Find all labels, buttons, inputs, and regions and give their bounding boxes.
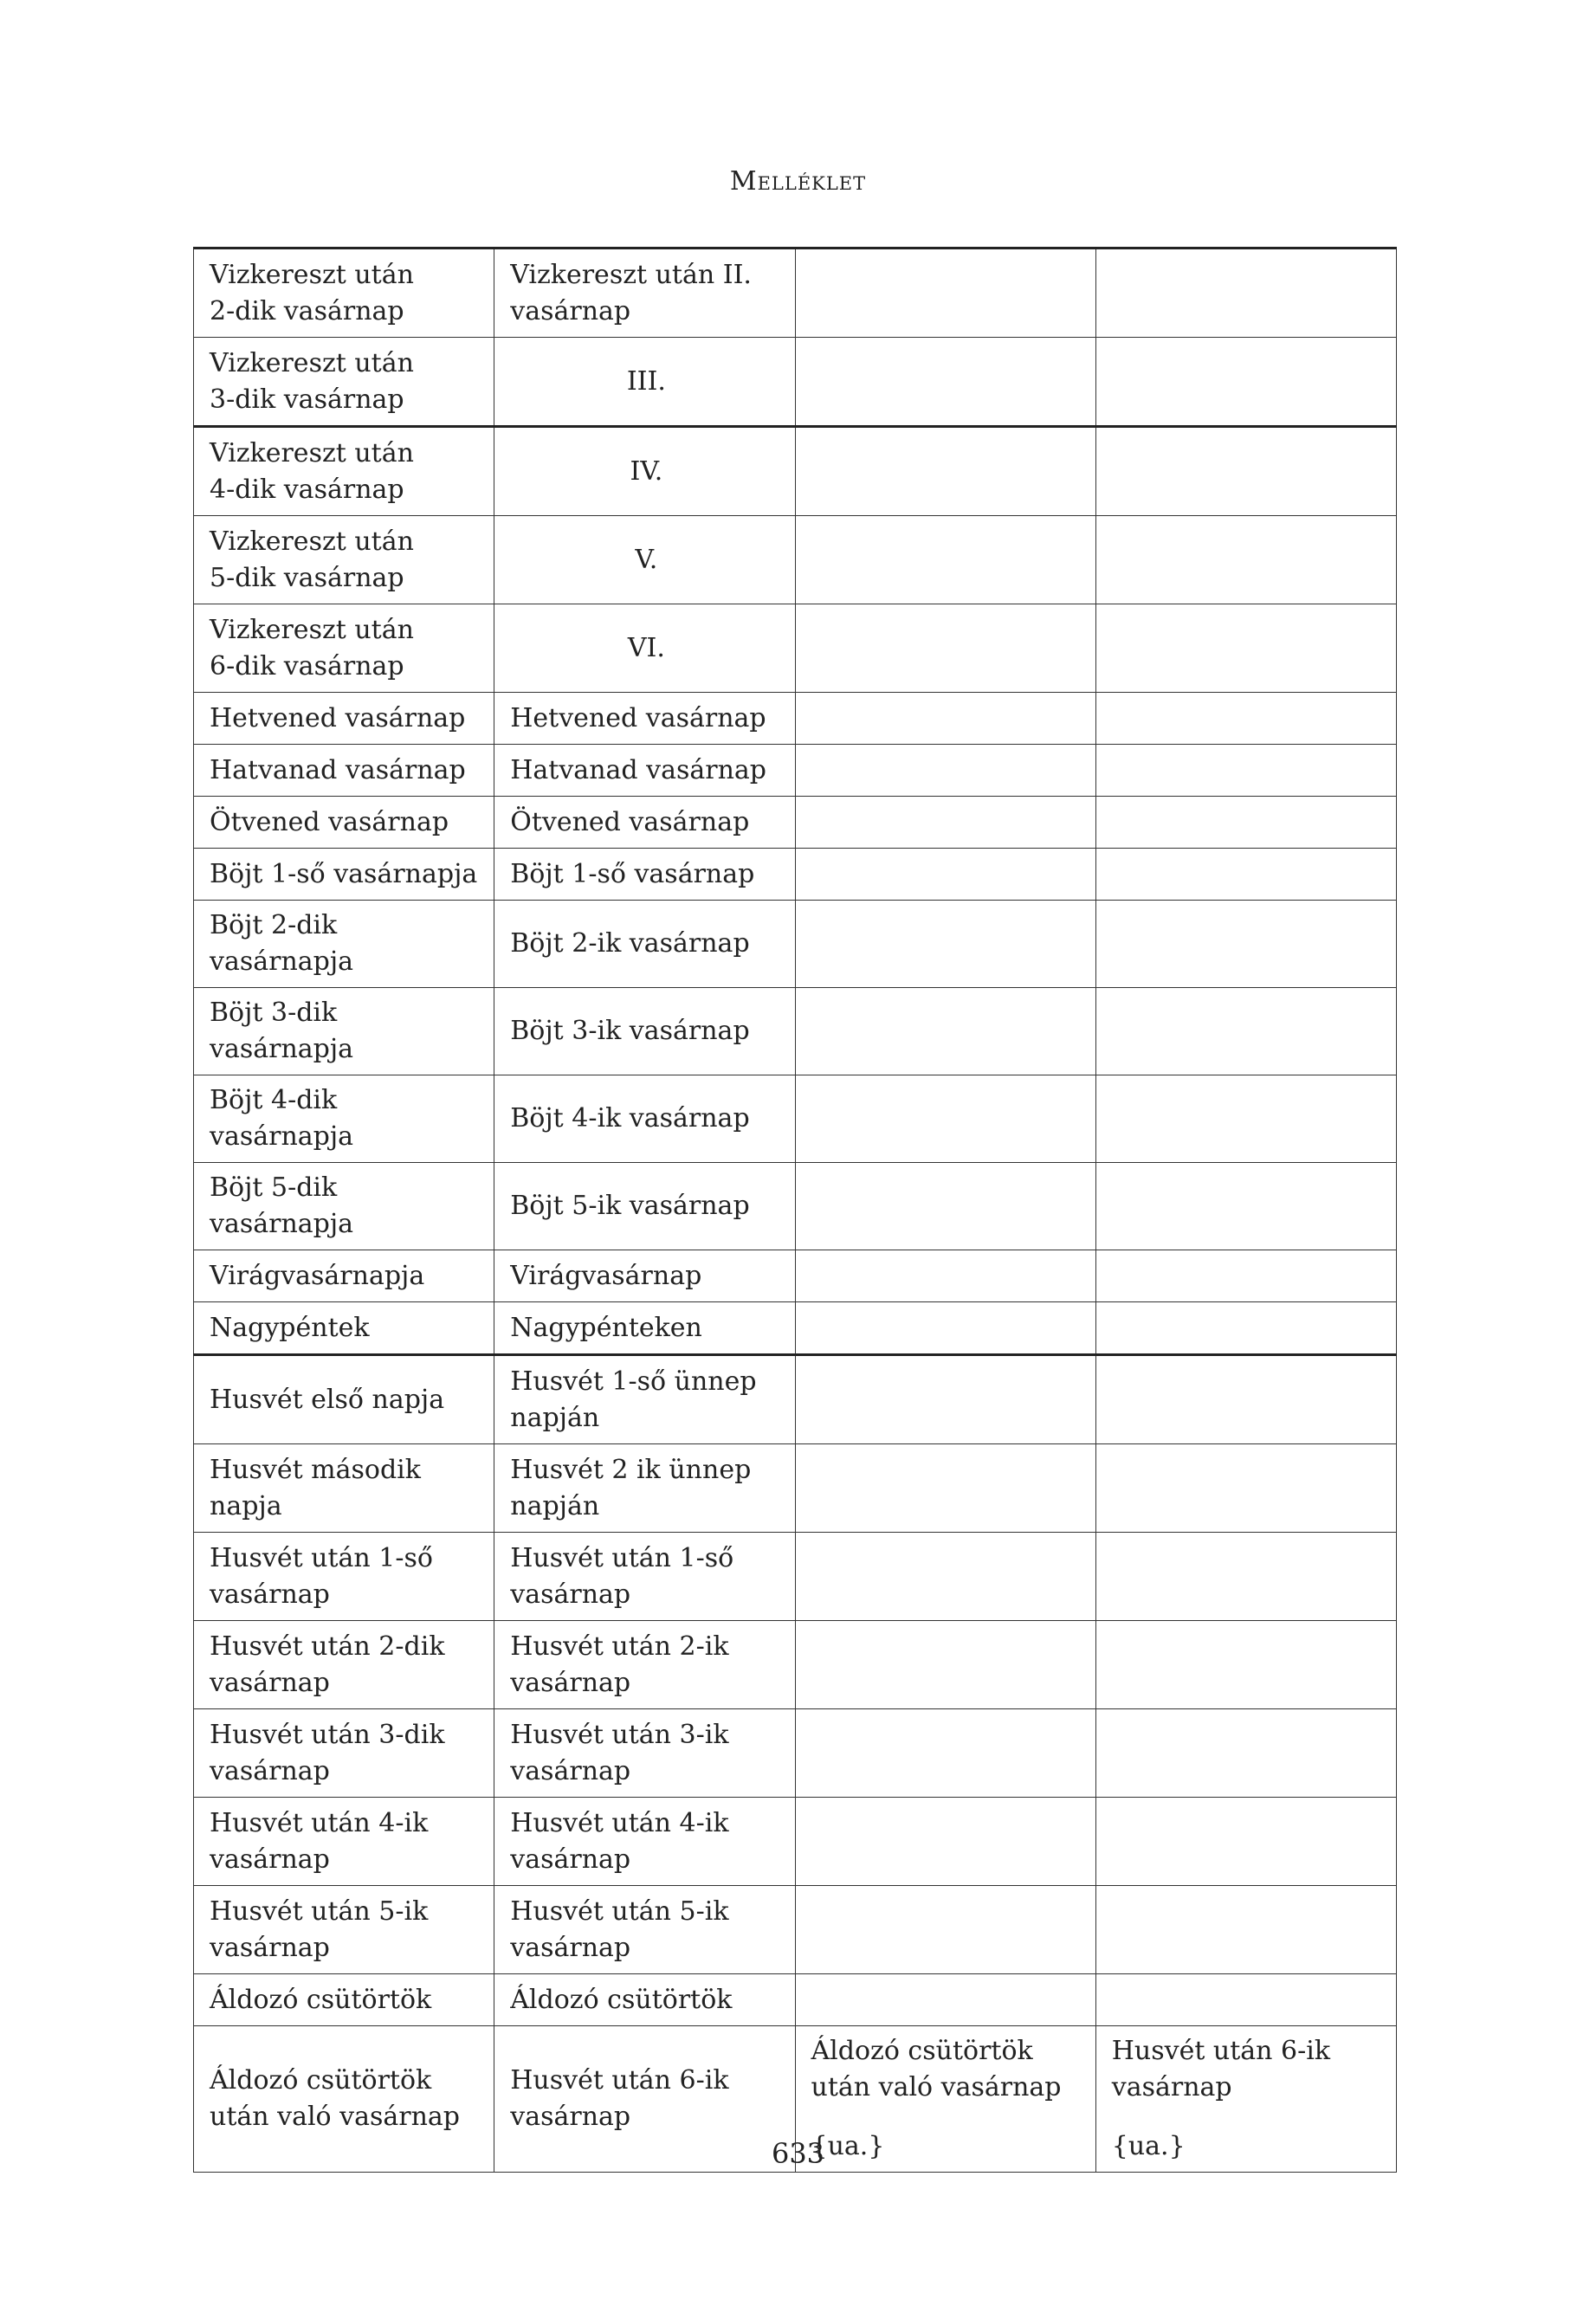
table-cell — [494, 516, 795, 604]
cell-note: {ua.} — [811, 2131, 885, 2161]
running-head: Melléklet — [729, 166, 867, 197]
cell-text: Husvét után 2-dik vasárnap — [210, 1631, 445, 1698]
table-cell — [1095, 1355, 1396, 1444]
table-cell — [194, 693, 494, 745]
table-row — [194, 249, 1397, 338]
cell-text: Hatvanad vasárnap — [210, 754, 466, 785]
table-cell — [194, 745, 494, 797]
table-cell — [494, 1974, 795, 2026]
table-row — [194, 1886, 1397, 1974]
table-cell — [194, 1621, 494, 1709]
table-cell — [1095, 797, 1396, 849]
table-cell — [494, 1444, 795, 1533]
table-cell — [494, 1250, 795, 1302]
table-cell — [1095, 1798, 1396, 1886]
cell-text: Böjt 1-ső vasárnap — [510, 858, 755, 889]
table-cell — [1095, 1250, 1396, 1302]
table-row — [194, 1709, 1397, 1798]
table-row — [194, 1250, 1397, 1302]
cell-text: Böjt 2-dik vasárnapja — [210, 910, 354, 977]
table-row — [194, 1444, 1397, 1533]
table-cell — [1095, 516, 1396, 604]
table-row — [194, 745, 1397, 797]
table-cell — [194, 1709, 494, 1798]
cell-text: Husvét után 4-ik vasárnap — [210, 1807, 429, 1875]
cell-text: Nagypénteken — [510, 1312, 702, 1343]
table-cell — [194, 1444, 494, 1533]
table-cell — [1095, 1709, 1396, 1798]
cell-text: Virágvasárnapja — [210, 1260, 425, 1291]
table-cell — [494, 1798, 795, 1886]
table-cell — [194, 338, 494, 427]
table-cell — [194, 604, 494, 693]
table-cell — [795, 1886, 1095, 1974]
table-cell — [494, 1621, 795, 1709]
cell-text: III. — [626, 365, 666, 397]
cell-text: Husvét után 3-ik vasárnap — [510, 1719, 729, 1786]
table-cell — [194, 849, 494, 901]
table-cell — [194, 1075, 494, 1163]
table-cell — [1095, 249, 1396, 338]
cell-text: Hetvened vasárnap — [510, 702, 766, 733]
table-cell — [494, 1533, 795, 1621]
table-cell — [795, 988, 1095, 1075]
cell-text: Böjt 3-ik vasárnap — [510, 1016, 750, 1046]
table-cell — [194, 516, 494, 604]
table-cell — [1095, 988, 1396, 1075]
table-cell — [1095, 604, 1396, 693]
table-cell — [795, 1709, 1095, 1798]
table-cell — [494, 901, 795, 988]
table-row — [194, 516, 1397, 604]
cell-text: Vizkereszt után II. vasárnap — [510, 259, 752, 326]
cell-text: Vizkereszt után 6-dik vasárnap — [210, 614, 414, 681]
table-cell — [795, 427, 1095, 516]
table-cell — [494, 1886, 795, 1974]
table-cell — [494, 604, 795, 693]
cell-text: Böjt 3-dik vasárnapja — [210, 998, 354, 1064]
table-cell — [494, 988, 795, 1075]
cell-text: Virágvasárnap — [510, 1260, 702, 1291]
cell-text: Áldozó csütörtök — [510, 1984, 733, 2015]
table-cell — [194, 1355, 494, 1444]
table-cell — [795, 1798, 1095, 1886]
table-cell — [194, 1163, 494, 1250]
cell-text: Husvét után 5-ik vasárnap — [510, 1895, 729, 1963]
cell-text: Böjt 5-dik vasárnapja — [210, 1172, 354, 1239]
page-number: 633 — [771, 2137, 825, 2170]
table-cell — [795, 745, 1095, 797]
cell-text: Áldozó csütörtök után való vasárnap — [210, 2065, 461, 2132]
table-cell — [795, 604, 1095, 693]
cell-text: Böjt 4-ik vasárnap — [510, 1103, 750, 1133]
cell-text: Vizkereszt után 4-dik vasárnap — [210, 437, 414, 505]
table-row — [194, 1075, 1397, 1163]
cell-note: {ua.} — [1111, 2131, 1186, 2161]
cell-text: Vizkereszt után 2-dik vasárnap — [210, 259, 414, 326]
table-row — [194, 1621, 1397, 1709]
table-cell — [795, 516, 1095, 604]
cell-text: Böjt 1-ső vasárnapja — [210, 858, 478, 889]
cell-text: Husvét 2 ik ünnep napján — [510, 1454, 752, 1521]
table-cell — [194, 1886, 494, 1974]
cell-text: Husvét után 5-ik vasárnap — [210, 1895, 429, 1963]
table-row — [194, 1302, 1397, 1355]
table-row — [194, 1163, 1397, 1250]
table-cell — [795, 1621, 1095, 1709]
table-cell — [795, 1355, 1095, 1444]
cell-text: Nagypéntek — [210, 1312, 370, 1343]
table-row — [194, 1355, 1397, 1444]
table-row — [194, 338, 1397, 427]
table-cell — [1095, 693, 1396, 745]
cell-text: Böjt 2-ik vasárnap — [510, 928, 750, 959]
table-cell — [194, 427, 494, 516]
cell-text: Husvét második napja — [210, 1454, 421, 1521]
table-cell — [494, 338, 795, 427]
table-cell — [795, 797, 1095, 849]
table-cell — [795, 1302, 1095, 1355]
cell-text: Hatvanad vasárnap — [510, 754, 767, 785]
table-cell — [194, 249, 494, 338]
table-cell — [795, 901, 1095, 988]
table-row — [194, 988, 1397, 1075]
cell-text: Husvét után 3-dik vasárnap — [210, 1719, 445, 1786]
table-row — [194, 1798, 1397, 1886]
table-cell — [795, 249, 1095, 338]
table-cell — [1095, 1302, 1396, 1355]
cell-text: Hetvened vasárnap — [210, 702, 466, 733]
table-cell — [494, 249, 795, 338]
table-cell — [194, 1798, 494, 1886]
cell-text: VI. — [627, 632, 665, 663]
table-row — [194, 797, 1397, 849]
table-row — [194, 693, 1397, 745]
table-cell — [1095, 338, 1396, 427]
table-row — [194, 901, 1397, 988]
cell-text: Husvét után 4-ik vasárnap — [510, 1807, 729, 1875]
table-row — [194, 1533, 1397, 1621]
cell-text: Husvét 1-ső ünnep napján — [510, 1366, 757, 1433]
cell-text: Husvét után 2-ik vasárnap — [510, 1631, 729, 1698]
table-cell — [1095, 745, 1396, 797]
cell-text: Vizkereszt után 5-dik vasárnap — [210, 526, 414, 593]
cell-text: Áldozó csütörtök után való vasárnap — [811, 2036, 1062, 2102]
table-cell — [494, 1709, 795, 1798]
table-cell — [494, 1302, 795, 1355]
table-cell — [1095, 1075, 1396, 1163]
table-cell — [194, 1974, 494, 2026]
table-cell — [1095, 1533, 1396, 1621]
table-row — [194, 1974, 1397, 2026]
cell-text: Husvét után 1-ső vasárnap — [510, 1542, 734, 1610]
table-cell — [194, 1533, 494, 1621]
table-cell — [795, 1444, 1095, 1533]
table-cell — [494, 1355, 795, 1444]
table-cell — [1095, 1444, 1396, 1533]
table-cell — [494, 427, 795, 516]
table-cell — [795, 338, 1095, 427]
cell-text: IV. — [630, 455, 663, 487]
table-cell — [1095, 1886, 1396, 1974]
cell-text: Husvét után 6-ik vasárnap — [510, 2065, 729, 2132]
cell-text: Husvét első napja — [210, 1384, 445, 1415]
cell-text: Husvét után 6-ik vasárnap — [1111, 2036, 1331, 2102]
table-cell — [194, 988, 494, 1075]
table-cell — [194, 901, 494, 988]
table-cell — [494, 849, 795, 901]
table-row — [194, 427, 1397, 516]
table-row — [194, 604, 1397, 693]
table-cell — [1095, 849, 1396, 901]
table-cell — [1095, 901, 1396, 988]
cell-text: Ötvened vasárnap — [510, 806, 750, 837]
table-cell — [795, 849, 1095, 901]
table-cell — [795, 1974, 1095, 2026]
table-cell — [1095, 1974, 1396, 2026]
cell-text: Áldozó csütörtök — [210, 1984, 432, 2015]
table-cell — [494, 693, 795, 745]
cell-text: Husvét után 1-ső vasárnap — [210, 1542, 433, 1610]
table-cell — [795, 1163, 1095, 1250]
liturgical-calendar-table — [193, 247, 1397, 2173]
table-cell — [494, 1075, 795, 1163]
table-cell — [1095, 1621, 1396, 1709]
table-cell — [494, 745, 795, 797]
table-cell — [494, 797, 795, 849]
table-cell — [1095, 427, 1396, 516]
table-row — [194, 849, 1397, 901]
table-cell — [795, 693, 1095, 745]
table-cell — [795, 1250, 1095, 1302]
table-cell — [494, 1163, 795, 1250]
cell-text: Böjt 4-dik vasárnapja — [210, 1085, 354, 1152]
table-cell — [795, 1075, 1095, 1163]
cell-text: V. — [635, 544, 658, 575]
table-cell — [194, 797, 494, 849]
table-cell — [795, 1533, 1095, 1621]
cell-text: Ötvened vasárnap — [210, 806, 449, 837]
table-cell — [1095, 1163, 1396, 1250]
cell-text: Vizkereszt után 3-dik vasárnap — [210, 347, 414, 415]
table-cell — [194, 1250, 494, 1302]
table-cell — [194, 1302, 494, 1355]
cell-text: Böjt 5-ik vasárnap — [510, 1191, 750, 1221]
